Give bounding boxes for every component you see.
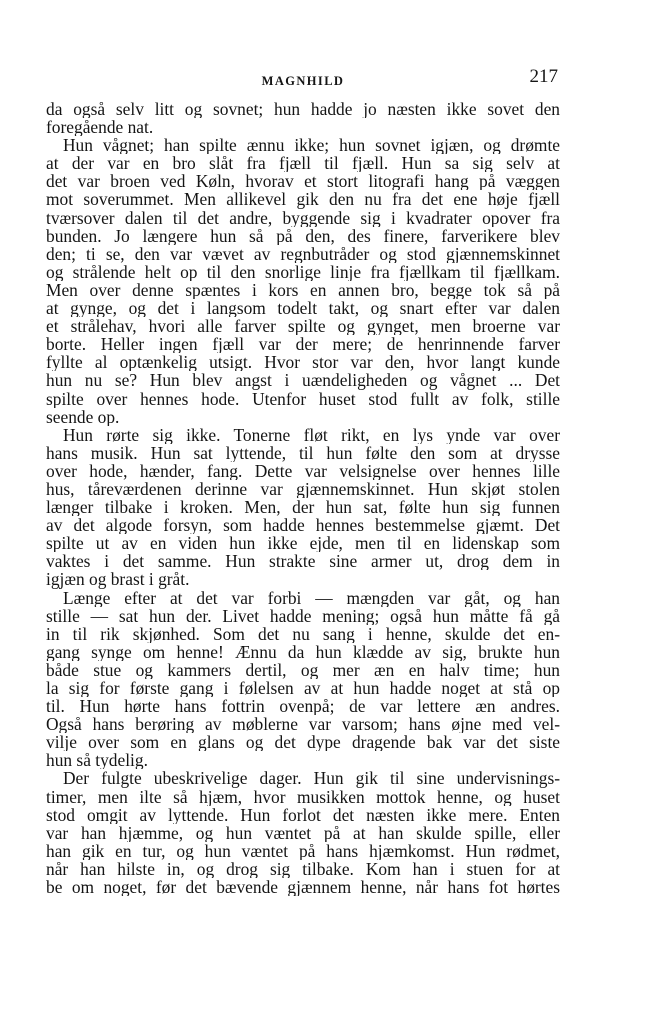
- text-line: av det algode forsyn, som hadde hennes bestemmelse gjæmt. Det: [46, 516, 560, 535]
- text-line: den; ti se, den var vævet av regnbutråder og stod gjænnemskinnet: [46, 244, 560, 263]
- text-line: længer tilbake i kroken. Men, der hun sat, følte hun sig funnen: [46, 498, 560, 517]
- text-line: når han hilste in, og drog sig tilbake. Kom han i stuen for at: [46, 859, 560, 879]
- text-line: spilte ut av en viden hun ikke ejde, men til en lidenskap som: [46, 534, 560, 553]
- text-line: seende op.: [46, 407, 120, 426]
- text-line: da også selv litt og sovnet; hun hadde jo næsten ikke sovet den: [46, 100, 560, 119]
- text-line: la sig for første gang i følelsen av at hun hadde noget at stå op: [46, 679, 560, 698]
- page-header: [46, 66, 560, 92]
- text-line: til. Hun hørte hans fottrin ovenpå; de var lettere æn andres.: [46, 697, 560, 716]
- text-line: gang synge om henne! Ænnu da hun klædde av sig, brukte hun: [46, 642, 560, 661]
- text-line: vilje over som en glans og det dype dragende bak var det siste: [46, 733, 560, 752]
- text-line: Men over denne spæntes i kors en annen bro, begge tok så på: [46, 280, 560, 300]
- text-line: det var broen ved Køln, hvorav et stort litografi hang på væggen: [46, 172, 560, 191]
- text-line: in til rik skjønhed. Som det nu sang i henne, skulde det en-: [46, 624, 560, 643]
- text-line: Hun rørte sig ikke. Tonerne fløt rikt, en lys ynde var over: [63, 425, 560, 444]
- text-line: hus, tåreværdenen derinne var gjænnemskinnet. Hun skjøt stolen: [46, 479, 560, 499]
- page-number: 217: [529, 66, 558, 87]
- text-line: og strålende helt op til den snorlige linje fra fjællkam til fjællkam.: [46, 262, 560, 281]
- text-line: timer, men ilte så hjæm, hvor musikken mottok henne, og huset: [46, 787, 560, 806]
- text-line: Længe efter at det var forbi — mængden var gåt, og han: [63, 588, 560, 607]
- text-line: borte. Heller ingen fjæll var der mere; de henrinnende farver: [46, 335, 560, 354]
- text-line: stod omgit av lyttende. Hun forlot det næsten ikke mere. Enten: [46, 805, 560, 824]
- text-line: hun så tydelig.: [46, 751, 148, 770]
- text-line: over hode, hænder, fang. Dette var velsignelse over hennes lille: [46, 461, 560, 480]
- running-title: MAGNHILD: [261, 74, 345, 88]
- text-line: stille — sat hun der. Livet hadde mening; også hun måtte få gå: [46, 606, 560, 625]
- text-line: Også hans berøring av møblerne var varsom; hans øjne med vel-: [46, 715, 560, 734]
- text-line: Hun vågnet; han spilte ænnu ikke; hun sovnet igjæn, og drømte: [63, 136, 560, 155]
- text-line: tværsover dalen til det andre, byggende sig i kvadrater opover fra: [46, 208, 560, 227]
- text-line: han gik en tur, og hun væntet på hans hjæmkomst. Hun rødmet,: [46, 841, 560, 860]
- text-line: mot soverummet. Men allikevel gik den nu fra det ene høje fjæll: [46, 190, 560, 209]
- text-line: be om noget, før det bævende gjænnem henne, når hans fot hørtes: [46, 878, 560, 897]
- text-line: foregående nat.: [46, 118, 154, 137]
- text-line: hans musik. Hun sat lyttende, til hun følte den som at drysse: [46, 443, 560, 462]
- text-line: bunden. Jo længere hun så på den, des finere, farverikere blev: [46, 226, 560, 245]
- text-line: at der var en bro slåt fra fjæll til fjæll. Hun sa sig selv at: [46, 154, 560, 173]
- text-line: igjæn og brast i gråt.: [46, 570, 190, 589]
- text-line: både stue og kammers dertil, og mer æn en halv time; hun: [46, 660, 560, 679]
- text-line: spilte over hennes hode. Utenfor huset stod fullt av folk, stille: [46, 389, 560, 408]
- body-text: [46, 100, 560, 896]
- text-line: fyllte al optænkelig utsigt. Hvor stor var den, hvor langt kunde: [46, 353, 560, 372]
- text-line: var han hjæmme, og hun væntet på at han skulde spille, eller: [46, 823, 560, 842]
- text-line: Der fulgte ubeskrivelige dager. Hun gik til sine undervisnings-: [63, 769, 560, 788]
- text-line: vaktes i det samme. Hun strakte sine armer ut, drog dem in: [46, 552, 560, 571]
- text-line: et strålehav, hvori alle farver spilte og gynget, men broerne var: [46, 317, 560, 336]
- text-line: at gynge, og det i langsom todelt takt, og snart efter var dalen: [46, 299, 560, 318]
- text-line: hun nu se? Hun blev angst i uændeligheden og vågnet ... Det: [46, 371, 560, 390]
